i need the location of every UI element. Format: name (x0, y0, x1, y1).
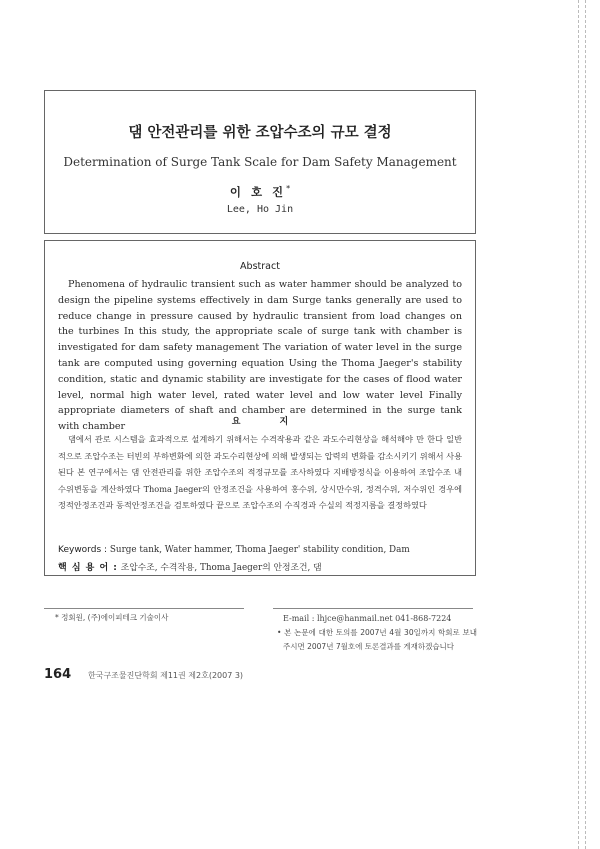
korean-keywords-label: 핵 심 용 어 : (58, 563, 118, 573)
footnote-divider-left (44, 608, 244, 609)
keywords-value: Surge tank, Water hammer, Thoma Jaeger' stability condition, Dam (109, 545, 410, 555)
korean-title: 댐 안전관리를 위한 조압수조의 규모 결정 (128, 125, 392, 141)
english-title: Determination of Surge Tank Scale for Dam Safety Management (63, 155, 457, 169)
author-footnote-mark: * (286, 184, 291, 194)
author-korean (45, 184, 475, 200)
page-edge-stripe (578, 0, 586, 849)
korean-abstract-heading: 요 지 (231, 417, 307, 427)
keywords-label: Keywords : (58, 545, 108, 555)
footnote-divider-right (273, 608, 473, 609)
abstract-box (44, 240, 476, 576)
page-number: 164 (44, 667, 72, 682)
footnote-discussion-note: • 본 논문에 대한 토의를 2007년 4월 30일까지 학회로 보내 주시면 2007년 7월호에 토론결과를 게재하겠습니다 (277, 628, 477, 651)
keywords-row (58, 545, 410, 555)
korean-keywords-value: 조압수조, 수격작용, Thoma Jaeger의 안정조건, 댐 (120, 563, 322, 573)
footnote-right (277, 612, 477, 654)
abstract-text: Phenomena of hydraulic transient such as water hammer should be analyzed to design the pipeline systems effectively in dam Surge tanks generally are used to reduce change in pressure caused by hydraulic transient from load changes on the turbines In this study, the appropriate scale of surge tank with chamber is investigated for dam safety management The variation of water level in the surge tank are computed using governing equation Using the Thoma Jaeger's stability condition, static and dynamic stability are investigate for the cases of flood water level, normal high water level, rated water level and low water level Finally appropriate diameters of shaft and chamber are determined in the surge tank with chamber (58, 279, 462, 433)
footnote-email: E-mail : lhjce@hanmail.net 041-868-7224 (283, 614, 452, 623)
footnote-affiliation: * 정회원, (주)에이피테크 기술이사 (55, 613, 169, 622)
title-box (44, 90, 476, 234)
korean-keywords-row (58, 560, 322, 573)
abstract-heading: Abstract (240, 261, 280, 272)
author-english: Lee, Ho Jin (226, 204, 294, 215)
journal-info: 한국구조물진단학회 제11권 제2호(2007 3) (88, 671, 244, 680)
author-korean-name: 이 호 진 (229, 185, 287, 199)
korean-abstract-text: 댐에서 관로 시스템을 효과적으로 설계하기 위해서는 수격작용과 같은 과도수리현상을 해석해야 만 한다 일반적으로 조압수조는 터빈의 부하변화에 의한 과도수리현상에 의해 발생되는 압력의 변화를 감소시키기 위해서 사용된다 본 연구에서는 댐 안전관리를 위한 조압수조의 적정규모를 조사하였다 지배방정식을 이용하여 조압수조 내 수위변동을 계산하였다 Thoma Jaeger의 안정조건을 사용하여 홍수위, 상시만수위, 정격수위, 저수위인 경우에 정적안정조건과 동적안정조건을 검토하였다 끝으로 조압수조의 수직경과 수실의 적정지름을 결정하였다 (58, 434, 462, 510)
